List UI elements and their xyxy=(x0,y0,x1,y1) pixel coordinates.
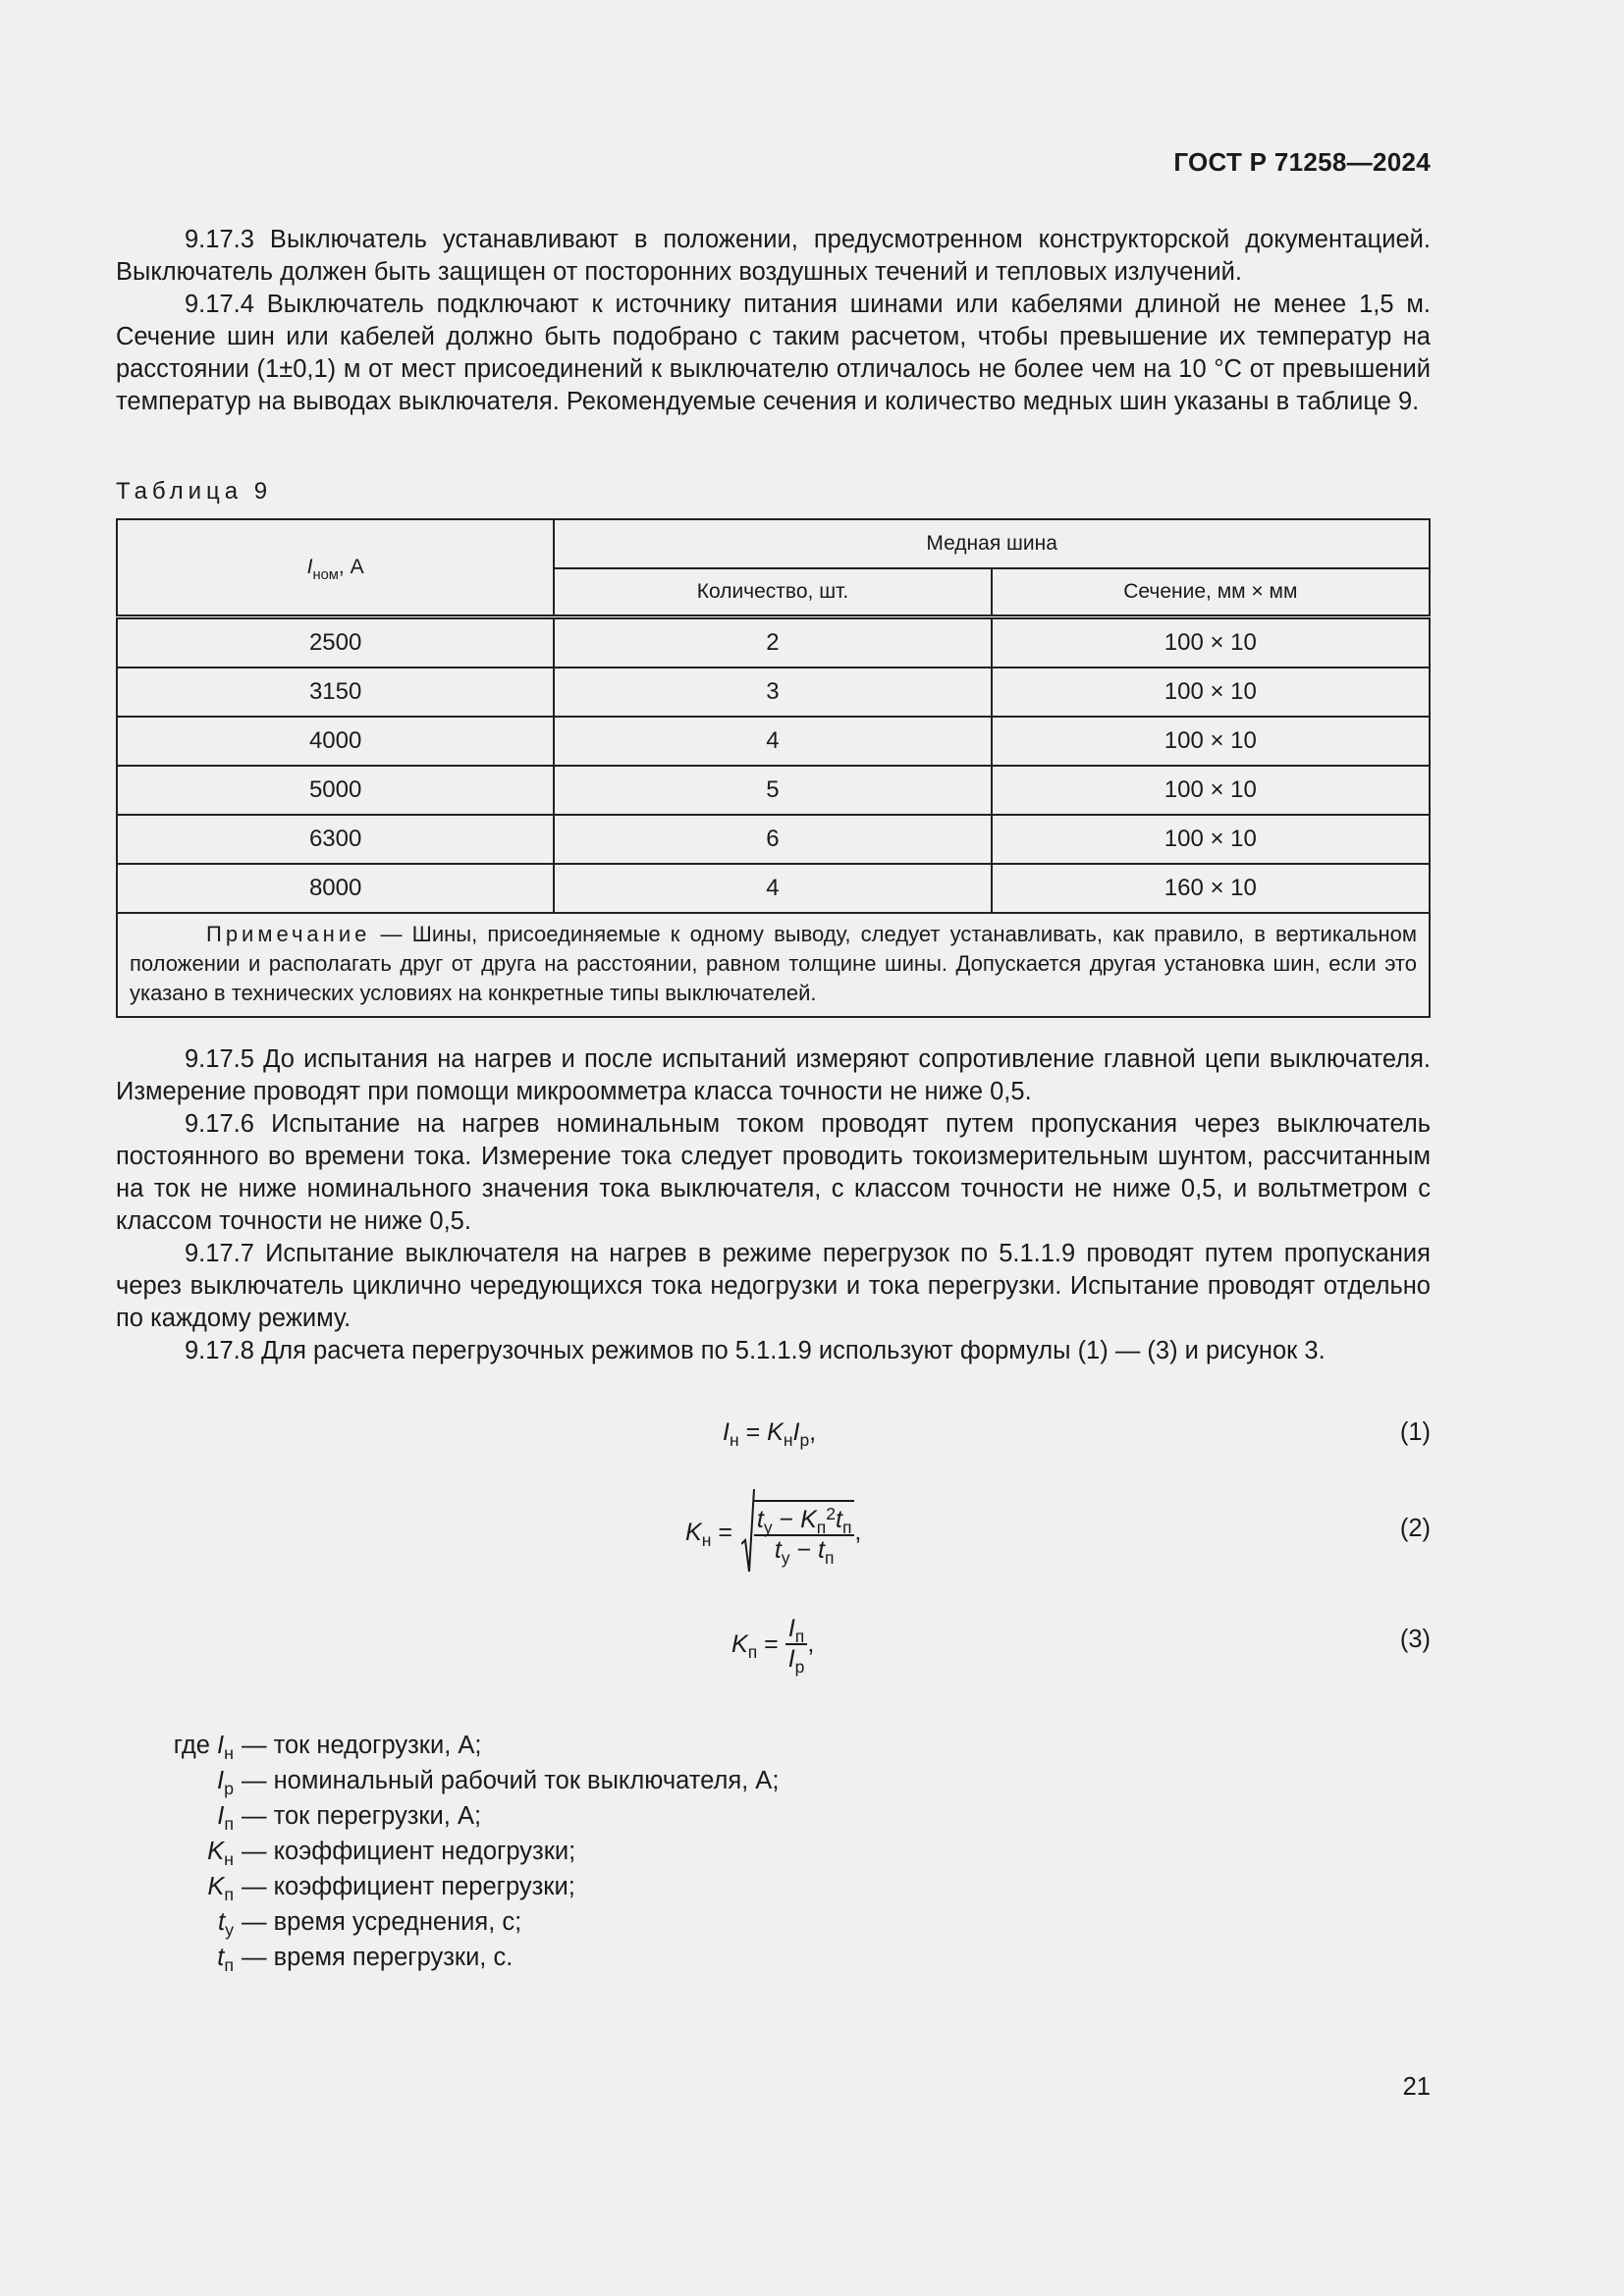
document-id: ГОСТ Р 71258—2024 xyxy=(1173,147,1431,177)
note-label: Примечание xyxy=(206,922,371,946)
legend-subscript: н xyxy=(224,1743,234,1763)
cell-quantity: 6 xyxy=(554,815,991,864)
legend-text: — ток недогрузки, А; xyxy=(242,1732,482,1759)
symbol-legend xyxy=(116,1728,779,1975)
legend-symbol: I xyxy=(217,1802,225,1830)
cell-section: 100 × 10 xyxy=(992,617,1430,668)
header-current-symbol: I xyxy=(306,556,313,578)
table-row xyxy=(117,766,1430,815)
paragraphs-bottom xyxy=(116,1043,1431,1367)
legend-subscript: у xyxy=(225,1920,234,1940)
header-rated-current xyxy=(117,519,554,617)
legend-text: — время усреднения, с; xyxy=(242,1908,522,1936)
legend-text: — коэффициент перегрузки; xyxy=(242,1873,575,1900)
paragraphs-top xyxy=(116,224,1431,418)
cell-current: 6300 xyxy=(117,815,554,864)
legend-subscript: п xyxy=(224,1814,234,1834)
legend-item xyxy=(116,1904,779,1940)
table-row xyxy=(117,864,1430,913)
table-note-row xyxy=(117,913,1430,1017)
legend-item xyxy=(116,1940,779,1975)
paragraph-9-17-6: 9.17.6 Испытание на нагрев номинальным током проводят путем пропускания через выключатель постоянного во времени тока. Измерение тока следует проводить токоизмерительным шунтом, рассчитанным на ток не ниже номинального значения тока выключателя, с классом точности не ниже 0,5, и вольтметром с классом точности не ниже 0,5. xyxy=(116,1110,1431,1235)
legend-symbol: t xyxy=(217,1944,225,1971)
cell-section: 100 × 10 xyxy=(992,766,1430,815)
cell-current: 5000 xyxy=(117,766,554,815)
legend-subscript: п xyxy=(224,1885,234,1904)
paragraph-9-17-4: 9.17.4 Выключатель подключают к источнику питания шинами или кабелями длиной не менее 1,5 м. Сечение шин или кабелей должно быть подобрано с таким расчетом, чтобы превышение их температур на расстоянии (1±0,1) м от мест присоединений к выключателю отличалось не более чем на 10 °С от превышений температур на выводах выключателя. Рекомендуемые сечения и количество медных шин указаны в таблице 9. xyxy=(116,291,1431,415)
legend-subscript: р xyxy=(224,1779,234,1798)
cell-section: 100 × 10 xyxy=(992,815,1430,864)
legend-subscript: н xyxy=(224,1849,234,1869)
note-text: — Шины, присоединяемые к одному выводу, следует устанавливать, как правило, в вертикальном положении и располагать друг от друга на расстоянии, равном толщине шины. Допускается другая установка шин, если это указано в технических условиях на конкретные типы выключателей. xyxy=(130,922,1417,1005)
legend-symbol: K xyxy=(207,1838,225,1865)
formula-1: $I_н = K_нI_р$, xyxy=(723,1418,817,1450)
header-current-unit: , А xyxy=(338,556,364,578)
cell-section: 160 × 10 xyxy=(992,864,1430,913)
formula-1-number: (1) xyxy=(1399,1418,1431,1446)
legend-symbol: I xyxy=(217,1732,225,1759)
table-row xyxy=(117,815,1430,864)
cell-current: 3150 xyxy=(117,667,554,717)
header-current-subscript: ном xyxy=(312,567,339,583)
cell-quantity: 2 xyxy=(554,617,991,668)
legend-item xyxy=(116,1763,779,1798)
cell-quantity: 5 xyxy=(554,766,991,815)
legend-item xyxy=(116,1728,779,1763)
legend-symbol: K xyxy=(207,1873,225,1900)
cell-quantity: 3 xyxy=(554,667,991,717)
header-cross-section: Сечение, мм × мм xyxy=(992,568,1430,617)
table-note xyxy=(117,913,1430,1017)
cell-quantity: 4 xyxy=(554,864,991,913)
legend-subscript: п xyxy=(224,1955,234,1975)
header-copper-bus: Медная шина xyxy=(554,519,1430,568)
cell-section: 100 × 10 xyxy=(992,717,1430,766)
formula-3: $K_п$ = $\frac{I_п}{I_р}$ , xyxy=(731,1615,815,1677)
table-row xyxy=(117,717,1430,766)
table-caption: Таблица 9 xyxy=(116,478,273,505)
legend-item xyxy=(116,1869,779,1904)
legend-text: — время перегрузки, с. xyxy=(242,1944,514,1971)
cell-section: 100 × 10 xyxy=(992,667,1430,717)
legend-item xyxy=(116,1834,779,1869)
table-row xyxy=(117,667,1430,717)
legend-prefix: где xyxy=(173,1732,210,1759)
page-number: 21 xyxy=(1402,2073,1431,2101)
formula-3-number: (3) xyxy=(1399,1626,1431,1653)
cell-current: 2500 xyxy=(117,617,554,668)
table-row xyxy=(117,617,1430,668)
cell-current: 4000 xyxy=(117,717,554,766)
legend-symbol: t xyxy=(217,1908,226,1936)
formula-2: $K_н$ = $\frac{t_у - K_п^2t_п}{t_у - t_п}$ , xyxy=(685,1487,861,1577)
legend-symbol: I xyxy=(216,1767,225,1794)
paragraph-9-17-5: 9.17.5 До испытания на нагрев и после испытаний измеряют сопротивление главной цепи выключателя. Измерение проводят при помощи микроомметра класса точности не ниже 0,5. xyxy=(116,1045,1431,1105)
legend-text: — номинальный рабочий ток выключателя, А; xyxy=(242,1767,780,1794)
header-quantity: Количество, шт. xyxy=(554,568,991,617)
paragraph-9-17-7: 9.17.7 Испытание выключателя на нагрев в режиме перегрузок по 5.1.1.9 проводят путем пропускания через выключатель циклично чередующихся тока недогрузки и тока перегрузки. Испытание проводят отдельно по каждому режиму. xyxy=(116,1240,1431,1332)
legend-item xyxy=(116,1798,779,1834)
legend-text: — коэффициент недогрузки; xyxy=(242,1838,576,1865)
cell-quantity: 4 xyxy=(554,717,991,766)
paragraph-9-17-3: 9.17.3 Выключатель устанавливают в положении, предусмотренном конструкторской документацией. Выключатель должен быть защищен от посторонних воздушных течений и тепловых излучений. xyxy=(116,226,1431,286)
legend-text: — ток перегрузки, А; xyxy=(242,1802,482,1830)
paragraph-9-17-8: 9.17.8 Для расчета перегрузочных режимов по 5.1.1.9 используют формулы (1) — (3) и рисунок 3. xyxy=(185,1337,1326,1364)
cell-current: 8000 xyxy=(117,864,554,913)
formula-2-number: (2) xyxy=(1399,1515,1431,1542)
copper-bus-table xyxy=(116,518,1431,1018)
square-root-icon xyxy=(741,1487,755,1577)
